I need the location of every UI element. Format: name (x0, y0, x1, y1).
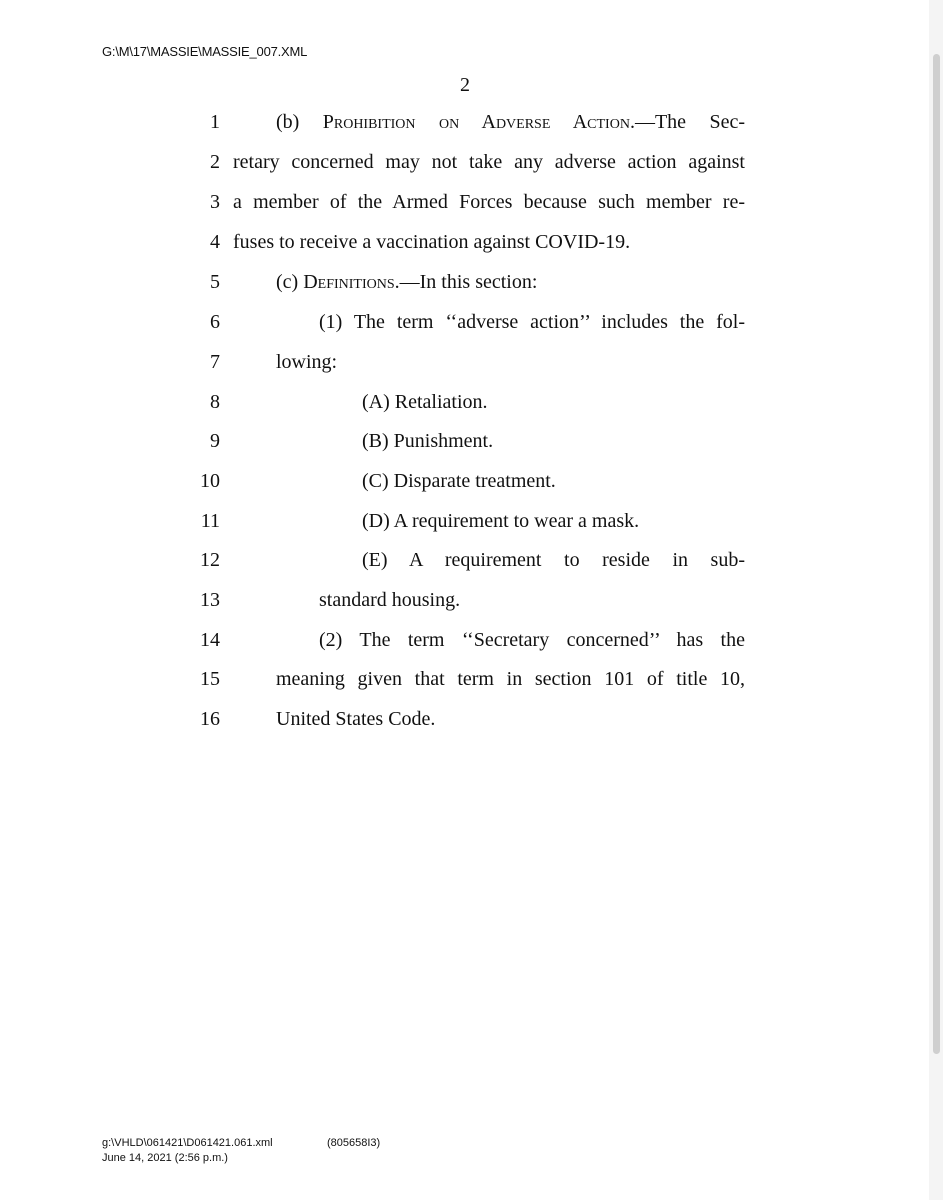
line-number: 2 (210, 151, 220, 173)
line-text: (b) Prohibition on Adverse Action.—The Sec- (276, 111, 745, 133)
line-text: standard housing. (319, 589, 461, 611)
footer-date: June 14, 2021 (2:56 p.m.) (102, 1152, 228, 1164)
line-text: (C) Disparate treatment. (362, 470, 556, 492)
bill-line (0, 232, 943, 272)
vertical-scrollbar[interactable] (929, 0, 943, 1200)
bill-line (0, 112, 943, 152)
line-text: (E) A requirement to reside in sub- (362, 549, 745, 571)
line-text: (D) A requirement to wear a mask. (362, 510, 640, 532)
line-text: (A) Retaliation. (362, 391, 488, 413)
bill-line (0, 590, 943, 630)
bill-line (0, 709, 943, 749)
line-text: retary concerned may not take any adverse action against (233, 151, 745, 173)
line-text: (B) Punishment. (362, 430, 494, 452)
bill-line (0, 511, 943, 551)
line-text: meaning given that term in section 101 of title 10, (276, 668, 745, 690)
bill-line (0, 431, 943, 471)
bill-line (0, 272, 943, 312)
bill-line (0, 550, 943, 590)
bill-line (0, 312, 943, 352)
bill-line (0, 192, 943, 232)
line-number: 10 (200, 470, 220, 492)
line-number: 4 (210, 231, 220, 253)
bill-line (0, 392, 943, 432)
bill-line (0, 152, 943, 192)
bill-line (0, 630, 943, 670)
line-number: 15 (200, 668, 220, 690)
page-number: 2 (460, 74, 470, 96)
line-number: 5 (210, 271, 220, 293)
document-footer (102, 1136, 381, 1166)
line-number: 9 (210, 430, 220, 452)
line-text: (1) The term ‘‘adverse action’’ includes the fol- (319, 311, 745, 333)
line-text: lowing: (276, 351, 338, 373)
line-number: 14 (200, 629, 220, 651)
line-number: 7 (210, 351, 220, 373)
line-number: 6 (210, 311, 220, 333)
line-number: 12 (200, 549, 220, 571)
line-number: 8 (210, 391, 220, 413)
line-number: 11 (200, 510, 220, 532)
header-file-path: G:\M\17\MASSIE\MASSIE_007.XML (102, 44, 308, 59)
line-text: a member of the Armed Forces because such member re- (233, 191, 745, 213)
scrollbar-thumb[interactable] (933, 54, 940, 1054)
footer-document-code: (805658I3) (327, 1137, 381, 1149)
line-number: 3 (210, 191, 220, 213)
line-text: (2) The term ‘‘Secretary concerned’’ has the (319, 629, 745, 651)
line-text: fuses to receive a vaccination against COVID-19. (233, 231, 631, 253)
footer-file-path: g:\VHLD\061421\D061421.061.xml (102, 1137, 273, 1149)
line-text: United States Code. (276, 708, 436, 730)
bill-line (0, 352, 943, 392)
bill-line (0, 471, 943, 511)
line-text: (c) Definitions.—In this section: (276, 271, 538, 293)
bill-line (0, 669, 943, 709)
line-number: 16 (200, 708, 220, 730)
line-number: 1 (210, 111, 220, 133)
line-number: 13 (200, 589, 220, 611)
